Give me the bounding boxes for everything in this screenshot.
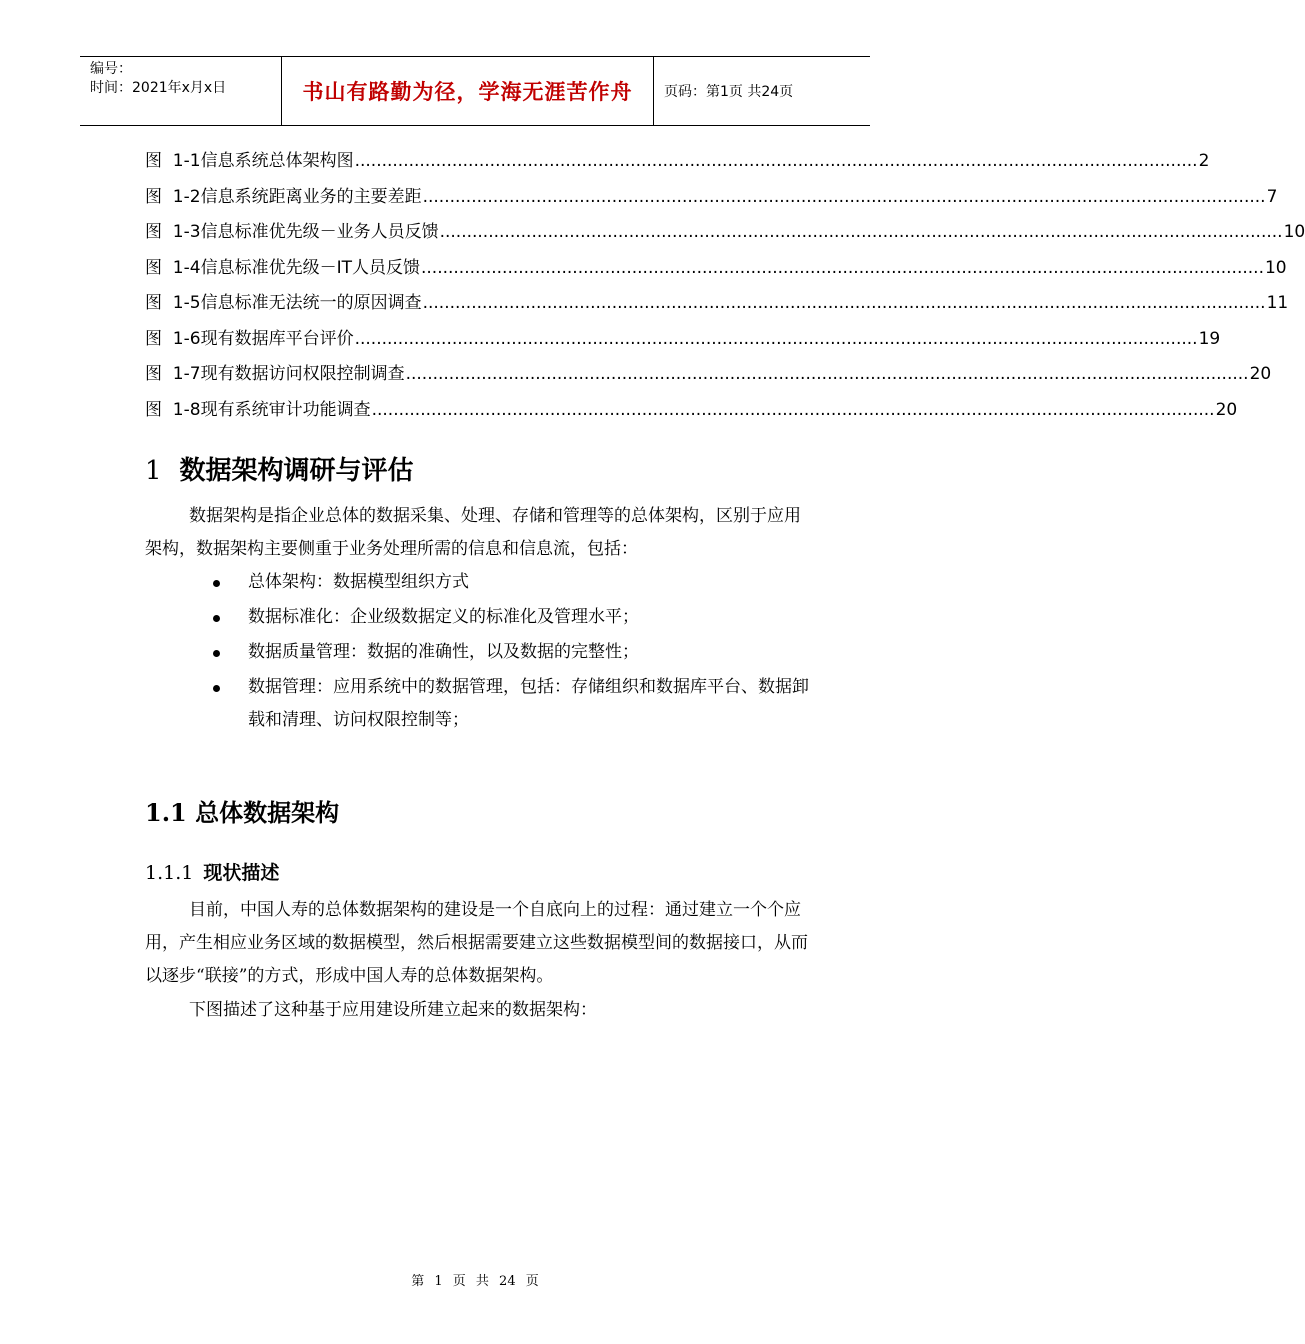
bullet-icon: [213, 650, 220, 657]
toc-entry[interactable]: [145, 359, 1272, 395]
section-1-intro: 数据架构是指企业总体的数据采集、处理、存储和管理等的总体架构，区别于应用架构，数据架构主要侧重于业务处理所需的信息和信息流，包括：: [145, 506, 801, 559]
toc-leader: ............................................................................................................................................................: [354, 328, 1198, 349]
list-item-text: 数据标准化：企业级数据定义的标准化及管理水平；: [248, 607, 639, 627]
toc-page: 2: [1198, 151, 1210, 171]
toc-leader: ............................................................................................................................................................: [422, 186, 1266, 207]
toc-entry[interactable]: [145, 146, 1210, 182]
status-paragraph: 目前，中国人寿的总体数据架构的建设是一个自底向上的过程：通过建立一个个应用，产生相应业务区域的数据模型，然后根据需要建立这些数据模型间的数据接口，从而以逐步“联接”的方式，形成中国人寿的总体数据架构。: [145, 900, 808, 986]
figure-list: [145, 146, 1305, 430]
toc-title: 现有数据库平台评价: [200, 328, 354, 349]
list-item-text: 数据管理：应用系统中的数据管理，包括：存储组织和数据库平台、数据卸载和清理、访问权限控制等；: [248, 677, 809, 730]
toc-page: 7: [1266, 186, 1278, 207]
number-label: 编号：: [90, 61, 132, 77]
toc-title: 信息标准优先级－IT人员反馈: [200, 257, 420, 278]
bullet-icon: [213, 615, 220, 622]
toc-figure-number: 图 1-1: [145, 151, 201, 171]
page-footer: 第 1 页 共 24 页: [411, 1274, 539, 1289]
toc-entry[interactable]: [145, 253, 1287, 289]
subsection-number: 1.1.1: [145, 862, 194, 884]
list-item: [213, 566, 823, 599]
toc-figure-number: 图 1-8: [145, 399, 201, 420]
list-item-text: 数据质量管理：数据的准确性，以及数据的完整性；: [248, 642, 639, 662]
section-number: 1: [145, 456, 162, 486]
toc-figure-number: 图 1-6: [145, 328, 201, 349]
toc-figure-number: 图 1-5: [145, 293, 201, 313]
bullet-icon: [213, 685, 220, 692]
section-1-1-1-heading: [145, 858, 279, 885]
toc-entry[interactable]: [145, 217, 1305, 253]
toc-leader: ............................................................................................................................................................: [422, 293, 1266, 313]
toc-figure-number: 图 1-2: [145, 186, 201, 207]
header-meta: [80, 57, 281, 125]
page-header: [80, 56, 870, 126]
toc-entry[interactable]: [145, 324, 1221, 360]
toc-title: 现有系统审计功能调查: [200, 399, 371, 420]
toc-entry[interactable]: [145, 288, 1289, 324]
toc-page: 20: [1215, 399, 1238, 420]
toc-leader: ............................................................................................................................................................: [371, 399, 1215, 420]
toc-leader: ............................................................................................................................................................: [420, 257, 1264, 278]
toc-figure-number: 图 1-7: [145, 364, 201, 384]
list-item: [213, 636, 823, 669]
toc-title: 现有数据访问权限控制调查: [200, 364, 405, 384]
section-title: 数据架构调研与评估: [179, 456, 414, 486]
section-1-heading: [145, 450, 414, 487]
toc-page: 19: [1198, 328, 1221, 349]
toc-title: 信息系统总体架构图: [200, 151, 354, 171]
header-page-info: 页码：第1页 共24页: [664, 84, 794, 100]
toc-entry[interactable]: [145, 395, 1238, 431]
list-item: [213, 601, 823, 634]
toc-figure-number: 图 1-4: [145, 257, 201, 278]
toc-leader: ............................................................................................................................................................: [439, 222, 1283, 242]
bullet-icon: [213, 580, 220, 587]
list-item: [213, 671, 823, 737]
figure-intro-paragraph: 下图描述了这种基于应用建设所建立起来的数据架构：: [189, 1000, 597, 1020]
toc-page: 20: [1249, 364, 1272, 384]
subsection-title: 现状描述: [203, 862, 280, 884]
header-motto: 书山有路勤为径，学海无涯苦作舟: [281, 57, 654, 125]
toc-leader: ............................................................................................................................................................: [354, 151, 1198, 171]
toc-page: 10: [1264, 257, 1287, 278]
toc-leader: ............................................................................................................................................................: [405, 364, 1249, 384]
bullet-list: [213, 566, 823, 739]
toc-figure-number: 图 1-3: [145, 222, 201, 242]
list-item-text: 总体架构：数据模型组织方式: [248, 572, 469, 592]
section-1-1-heading: 1.1 总体数据架构: [145, 798, 340, 827]
toc-title: 信息标准无法统一的原因调查: [200, 293, 422, 313]
toc-title: 信息系统距离业务的主要差距: [200, 186, 422, 207]
toc-title: 信息标准优先级－业务人员反馈: [200, 222, 439, 242]
date-label: 时间：2021年x月x日: [90, 80, 227, 96]
toc-page: 11: [1266, 293, 1289, 313]
toc-entry[interactable]: [145, 182, 1278, 218]
toc-page: 10: [1283, 222, 1305, 242]
